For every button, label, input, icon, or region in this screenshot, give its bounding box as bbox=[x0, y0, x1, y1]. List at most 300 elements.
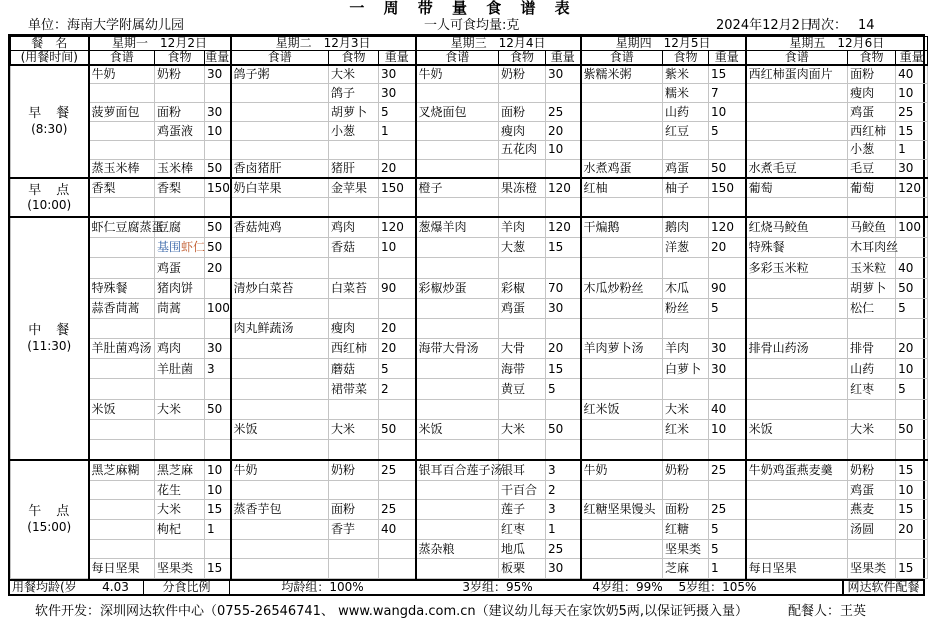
food-cell[interactable]: 大米 bbox=[848, 419, 896, 439]
food-cell[interactable]: 羊肉 bbox=[663, 339, 709, 359]
food-cell[interactable]: 大米 bbox=[329, 65, 379, 84]
weight-cell[interactable]: 30 bbox=[205, 65, 231, 84]
weight-cell[interactable]: 5 bbox=[709, 121, 746, 140]
food-cell[interactable]: 山药 bbox=[848, 359, 896, 379]
weight-cell[interactable] bbox=[205, 84, 231, 103]
recipe-cell[interactable]: 紫糯米粥 bbox=[581, 65, 663, 84]
recipe-cell[interactable]: 特殊餐 bbox=[746, 238, 848, 258]
food-cell[interactable] bbox=[663, 318, 709, 338]
recipe-cell[interactable]: 蒸杂粮 bbox=[416, 539, 499, 559]
weight-cell[interactable]: 30 bbox=[205, 103, 231, 122]
recipe-cell[interactable]: 牛奶鸡蛋燕麦羹 bbox=[746, 460, 848, 480]
weight-cell[interactable]: 25 bbox=[379, 460, 416, 480]
food-cell[interactable]: 排骨 bbox=[848, 339, 896, 359]
weight-cell[interactable]: 120 bbox=[709, 217, 746, 238]
recipe-cell[interactable]: 西红柿蛋肉面片 bbox=[746, 65, 848, 84]
food-cell[interactable]: 鸡蛋液 bbox=[155, 121, 205, 140]
weight-cell[interactable]: 30 bbox=[546, 559, 581, 579]
recipe-cell[interactable]: 蒜香茼蒿 bbox=[89, 298, 155, 318]
weight-cell[interactable]: 50 bbox=[205, 217, 231, 238]
recipe-cell[interactable] bbox=[416, 159, 499, 178]
food-cell[interactable] bbox=[329, 140, 379, 159]
food-cell[interactable]: 燕麦 bbox=[848, 500, 896, 520]
weight-cell[interactable] bbox=[379, 198, 416, 217]
recipe-cell[interactable] bbox=[89, 121, 155, 140]
weight-cell[interactable]: 25 bbox=[709, 500, 746, 520]
food-cell[interactable]: 胡萝卜 bbox=[848, 278, 896, 298]
recipe-cell[interactable] bbox=[416, 399, 499, 419]
recipe-cell[interactable]: 奶白苹果 bbox=[231, 178, 329, 197]
food-cell[interactable]: 黑芝麻 bbox=[155, 460, 205, 480]
recipe-cell[interactable]: 水煮毛豆 bbox=[746, 159, 848, 178]
weight-cell[interactable]: 5 bbox=[546, 379, 581, 399]
recipe-cell[interactable] bbox=[416, 298, 499, 318]
food-cell[interactable]: 糯米 bbox=[663, 84, 709, 103]
weight-cell[interactable]: 20 bbox=[205, 258, 231, 278]
recipe-cell[interactable] bbox=[581, 480, 663, 500]
food-cell[interactable]: 银耳 bbox=[499, 460, 546, 480]
food-cell[interactable]: 大米 bbox=[155, 399, 205, 419]
food-cell[interactable]: 大米 bbox=[329, 419, 379, 439]
food-cell[interactable]: 猪肉饼 bbox=[155, 278, 205, 298]
weight-cell[interactable]: 15 bbox=[896, 121, 928, 140]
recipe-cell[interactable]: 葡萄 bbox=[746, 178, 848, 197]
recipe-cell[interactable] bbox=[746, 539, 848, 559]
weight-cell[interactable]: 70 bbox=[546, 278, 581, 298]
recipe-cell[interactable] bbox=[89, 198, 155, 217]
weight-cell[interactable]: 20 bbox=[896, 339, 928, 359]
food-cell[interactable]: 瘦肉 bbox=[848, 84, 896, 103]
recipe-cell[interactable]: 叉烧面包 bbox=[416, 103, 499, 122]
recipe-cell[interactable] bbox=[89, 419, 155, 439]
recipe-cell[interactable]: 黑芝麻糊 bbox=[89, 460, 155, 480]
weight-cell[interactable]: 150 bbox=[709, 178, 746, 197]
recipe-cell[interactable]: 鸽子粥 bbox=[231, 65, 329, 84]
recipe-cell[interactable] bbox=[581, 419, 663, 439]
recipe-cell[interactable] bbox=[746, 359, 848, 379]
recipe-cell[interactable] bbox=[581, 520, 663, 540]
weight-cell[interactable]: 5 bbox=[896, 298, 928, 318]
recipe-cell[interactable] bbox=[581, 539, 663, 559]
food-cell[interactable]: 鸡蛋 bbox=[663, 159, 709, 178]
recipe-cell[interactable]: 牛奶 bbox=[581, 460, 663, 480]
weight-cell[interactable]: 15 bbox=[205, 559, 231, 579]
weight-cell[interactable] bbox=[205, 318, 231, 338]
food-cell[interactable]: 小葱 bbox=[848, 140, 896, 159]
food-cell[interactable]: 面粉 bbox=[499, 103, 546, 122]
weight-cell[interactable]: 15 bbox=[896, 460, 928, 480]
food-cell[interactable]: 面粉 bbox=[329, 500, 379, 520]
recipe-cell[interactable]: 红米饭 bbox=[581, 399, 663, 419]
weight-cell[interactable]: 10 bbox=[709, 419, 746, 439]
recipe-cell[interactable] bbox=[89, 140, 155, 159]
recipe-cell[interactable] bbox=[231, 559, 329, 579]
recipe-cell[interactable] bbox=[746, 121, 848, 140]
recipe-cell[interactable] bbox=[89, 84, 155, 103]
food-cell[interactable]: 金苹果 bbox=[329, 178, 379, 197]
recipe-cell[interactable] bbox=[746, 520, 848, 540]
food-cell[interactable]: 山药 bbox=[663, 103, 709, 122]
recipe-cell[interactable] bbox=[416, 318, 499, 338]
food-cell[interactable]: 木耳肉丝 bbox=[848, 238, 896, 258]
recipe-cell[interactable] bbox=[746, 379, 848, 399]
recipe-cell[interactable] bbox=[231, 520, 329, 540]
food-cell[interactable]: 木瓜 bbox=[663, 278, 709, 298]
weight-cell[interactable] bbox=[205, 440, 231, 461]
food-cell[interactable] bbox=[663, 140, 709, 159]
food-cell[interactable]: 鸡肉 bbox=[329, 217, 379, 238]
weight-cell[interactable] bbox=[709, 140, 746, 159]
weight-cell[interactable]: 10 bbox=[896, 480, 928, 500]
recipe-cell[interactable]: 木瓜炒粉丝 bbox=[581, 278, 663, 298]
food-cell[interactable]: 奶粉 bbox=[499, 65, 546, 84]
recipe-cell[interactable] bbox=[231, 539, 329, 559]
food-cell[interactable] bbox=[155, 318, 205, 338]
weight-cell[interactable] bbox=[205, 140, 231, 159]
weight-cell[interactable]: 15 bbox=[896, 500, 928, 520]
weight-cell[interactable]: 50 bbox=[896, 419, 928, 439]
food-cell[interactable] bbox=[155, 539, 205, 559]
food-cell[interactable]: 鸡蛋 bbox=[848, 103, 896, 122]
recipe-cell[interactable] bbox=[89, 238, 155, 258]
recipe-cell[interactable] bbox=[746, 140, 848, 159]
weight-cell[interactable]: 150 bbox=[379, 178, 416, 197]
recipe-cell[interactable] bbox=[746, 278, 848, 298]
food-cell[interactable]: 香梨 bbox=[155, 178, 205, 197]
weight-cell[interactable] bbox=[379, 480, 416, 500]
recipe-cell[interactable] bbox=[416, 121, 499, 140]
food-cell[interactable]: 花生 bbox=[155, 480, 205, 500]
food-cell[interactable] bbox=[499, 159, 546, 178]
weight-cell[interactable]: 10 bbox=[379, 238, 416, 258]
recipe-cell[interactable] bbox=[89, 379, 155, 399]
weight-cell[interactable]: 50 bbox=[205, 159, 231, 178]
food-cell[interactable]: 奶粉 bbox=[663, 460, 709, 480]
recipe-cell[interactable]: 香卤猪肝 bbox=[231, 159, 329, 178]
recipe-cell[interactable] bbox=[416, 140, 499, 159]
weight-cell[interactable]: 120 bbox=[896, 178, 928, 197]
recipe-cell[interactable] bbox=[746, 198, 848, 217]
recipe-cell[interactable] bbox=[231, 258, 329, 278]
weight-cell[interactable]: 15 bbox=[546, 359, 581, 379]
weight-cell[interactable]: 40 bbox=[709, 399, 746, 419]
food-cell[interactable]: 芝麻 bbox=[663, 559, 709, 579]
food-cell[interactable]: 羊肚菌 bbox=[155, 359, 205, 379]
weight-cell[interactable] bbox=[379, 559, 416, 579]
weight-cell[interactable]: 5 bbox=[709, 298, 746, 318]
weight-cell[interactable]: 30 bbox=[379, 84, 416, 103]
recipe-cell[interactable] bbox=[416, 84, 499, 103]
food-cell[interactable]: 果冻橙 bbox=[499, 178, 546, 197]
recipe-cell[interactable]: 多彩玉米粒 bbox=[746, 258, 848, 278]
recipe-cell[interactable] bbox=[746, 103, 848, 122]
recipe-cell[interactable]: 每日坚果 bbox=[89, 559, 155, 579]
recipe-cell[interactable] bbox=[416, 258, 499, 278]
weight-cell[interactable] bbox=[546, 399, 581, 419]
recipe-cell[interactable] bbox=[89, 440, 155, 461]
weight-cell[interactable] bbox=[896, 198, 928, 217]
recipe-cell[interactable] bbox=[746, 440, 848, 461]
weight-cell[interactable]: 20 bbox=[379, 159, 416, 178]
recipe-cell[interactable] bbox=[581, 559, 663, 579]
food-cell[interactable]: 洋葱 bbox=[663, 238, 709, 258]
weight-cell[interactable]: 3 bbox=[546, 460, 581, 480]
recipe-cell[interactable]: 香菇炖鸡 bbox=[231, 217, 329, 238]
weight-cell[interactable]: 50 bbox=[205, 399, 231, 419]
food-cell[interactable]: 大米 bbox=[663, 399, 709, 419]
recipe-cell[interactable]: 干煸鹅 bbox=[581, 217, 663, 238]
food-cell[interactable]: 裙带菜 bbox=[329, 379, 379, 399]
weight-cell[interactable]: 20 bbox=[709, 238, 746, 258]
weight-cell[interactable]: 30 bbox=[205, 339, 231, 359]
recipe-cell[interactable] bbox=[231, 121, 329, 140]
recipe-cell[interactable] bbox=[581, 359, 663, 379]
weight-cell[interactable]: 10 bbox=[896, 359, 928, 379]
weight-cell[interactable] bbox=[205, 278, 231, 298]
recipe-cell[interactable]: 牛奶 bbox=[89, 65, 155, 84]
weight-cell[interactable]: 40 bbox=[896, 65, 928, 84]
food-cell[interactable] bbox=[499, 198, 546, 217]
food-cell[interactable] bbox=[848, 198, 896, 217]
weight-cell[interactable]: 25 bbox=[896, 103, 928, 122]
food-cell[interactable] bbox=[155, 379, 205, 399]
food-cell[interactable] bbox=[848, 318, 896, 338]
food-cell[interactable]: 鸽子 bbox=[329, 84, 379, 103]
recipe-cell[interactable] bbox=[89, 318, 155, 338]
recipe-cell[interactable]: 彩椒炒蛋 bbox=[416, 278, 499, 298]
food-cell[interactable] bbox=[329, 258, 379, 278]
weight-cell[interactable] bbox=[379, 258, 416, 278]
food-cell[interactable] bbox=[329, 539, 379, 559]
weight-cell[interactable]: 5 bbox=[709, 520, 746, 540]
food-cell[interactable] bbox=[155, 238, 205, 258]
food-cell[interactable] bbox=[663, 440, 709, 461]
recipe-cell[interactable]: 虾仁豆腐蒸蛋 bbox=[89, 217, 155, 238]
food-cell[interactable]: 大米 bbox=[155, 500, 205, 520]
food-cell[interactable]: 蘑菇 bbox=[329, 359, 379, 379]
food-cell[interactable] bbox=[848, 399, 896, 419]
weight-cell[interactable] bbox=[546, 440, 581, 461]
recipe-cell[interactable] bbox=[231, 84, 329, 103]
recipe-cell[interactable] bbox=[231, 379, 329, 399]
recipe-cell[interactable] bbox=[416, 238, 499, 258]
weight-cell[interactable]: 1 bbox=[546, 520, 581, 540]
weight-cell[interactable]: 10 bbox=[205, 460, 231, 480]
food-cell[interactable]: 海带 bbox=[499, 359, 546, 379]
food-cell[interactable]: 奶粉 bbox=[848, 460, 896, 480]
weight-cell[interactable]: 90 bbox=[709, 278, 746, 298]
food-cell[interactable]: 彩椒 bbox=[499, 278, 546, 298]
food-cell[interactable]: 白萝卜 bbox=[663, 359, 709, 379]
recipe-cell[interactable]: 蒸香芋包 bbox=[231, 500, 329, 520]
weight-cell[interactable]: 10 bbox=[546, 140, 581, 159]
weight-cell[interactable]: 10 bbox=[205, 480, 231, 500]
weight-cell[interactable] bbox=[205, 419, 231, 439]
food-cell[interactable] bbox=[329, 399, 379, 419]
recipe-cell[interactable] bbox=[231, 440, 329, 461]
recipe-cell[interactable]: 特殊餐 bbox=[89, 278, 155, 298]
weight-cell[interactable] bbox=[709, 440, 746, 461]
weight-cell[interactable]: 7 bbox=[709, 84, 746, 103]
food-cell[interactable]: 大骨 bbox=[499, 339, 546, 359]
recipe-cell[interactable] bbox=[89, 258, 155, 278]
weight-cell[interactable]: 20 bbox=[546, 121, 581, 140]
food-cell[interactable] bbox=[499, 440, 546, 461]
weight-cell[interactable] bbox=[709, 198, 746, 217]
weight-cell[interactable]: 20 bbox=[546, 339, 581, 359]
weight-cell[interactable]: 120 bbox=[379, 217, 416, 238]
recipe-cell[interactable] bbox=[231, 339, 329, 359]
weight-cell[interactable]: 30 bbox=[546, 298, 581, 318]
food-cell[interactable]: 鸡蛋 bbox=[499, 298, 546, 318]
recipe-cell[interactable] bbox=[746, 84, 848, 103]
food-cell[interactable]: 西红柿 bbox=[329, 339, 379, 359]
food-cell[interactable]: 紫米 bbox=[663, 65, 709, 84]
weight-cell[interactable] bbox=[546, 258, 581, 278]
recipe-cell[interactable]: 红柚 bbox=[581, 178, 663, 197]
food-cell[interactable]: 瘦肉 bbox=[329, 318, 379, 338]
weight-cell[interactable] bbox=[379, 440, 416, 461]
recipe-cell[interactable]: 香梨 bbox=[89, 178, 155, 197]
food-cell[interactable]: 瘦肉 bbox=[499, 121, 546, 140]
food-cell[interactable]: 红米 bbox=[663, 419, 709, 439]
food-cell[interactable] bbox=[499, 318, 546, 338]
food-cell[interactable]: 奶粉 bbox=[329, 460, 379, 480]
food-cell[interactable]: 玉米粒 bbox=[848, 258, 896, 278]
weight-cell[interactable]: 20 bbox=[896, 520, 928, 540]
recipe-cell[interactable] bbox=[746, 298, 848, 318]
food-cell[interactable] bbox=[663, 198, 709, 217]
recipe-cell[interactable] bbox=[416, 559, 499, 579]
food-cell[interactable]: 红糖 bbox=[663, 520, 709, 540]
weight-cell[interactable] bbox=[546, 198, 581, 217]
food-cell[interactable] bbox=[848, 539, 896, 559]
food-cell[interactable]: 坚果类 bbox=[663, 539, 709, 559]
weight-cell[interactable] bbox=[546, 318, 581, 338]
recipe-cell[interactable]: 羊肉萝卜汤 bbox=[581, 339, 663, 359]
food-cell[interactable]: 汤圆 bbox=[848, 520, 896, 540]
weight-cell[interactable] bbox=[546, 84, 581, 103]
food-cell[interactable] bbox=[155, 84, 205, 103]
food-cell[interactable] bbox=[329, 298, 379, 318]
food-cell[interactable] bbox=[155, 419, 205, 439]
recipe-cell[interactable]: 羊肚菌鸡汤 bbox=[89, 339, 155, 359]
recipe-cell[interactable] bbox=[581, 103, 663, 122]
weight-cell[interactable] bbox=[379, 298, 416, 318]
weight-cell[interactable] bbox=[709, 258, 746, 278]
weight-cell[interactable]: 30 bbox=[709, 339, 746, 359]
food-cell[interactable]: 毛豆 bbox=[848, 159, 896, 178]
food-cell[interactable]: 白菜苔 bbox=[329, 278, 379, 298]
weight-cell[interactable]: 90 bbox=[379, 278, 416, 298]
recipe-cell[interactable]: 清炒白菜苔 bbox=[231, 278, 329, 298]
food-cell[interactable]: 莲子 bbox=[499, 500, 546, 520]
food-cell[interactable]: 粉丝 bbox=[663, 298, 709, 318]
weight-cell[interactable]: 1 bbox=[205, 520, 231, 540]
food-cell[interactable]: 鸡蛋 bbox=[155, 258, 205, 278]
recipe-cell[interactable] bbox=[581, 198, 663, 217]
recipe-cell[interactable] bbox=[416, 359, 499, 379]
food-cell[interactable]: 葡萄 bbox=[848, 178, 896, 197]
recipe-cell[interactable] bbox=[581, 140, 663, 159]
recipe-cell[interactable] bbox=[416, 520, 499, 540]
recipe-cell[interactable] bbox=[416, 480, 499, 500]
recipe-cell[interactable] bbox=[581, 84, 663, 103]
food-cell[interactable]: 马鲛鱼 bbox=[848, 217, 896, 238]
food-cell[interactable]: 豆腐 bbox=[155, 217, 205, 238]
recipe-cell[interactable]: 葱爆羊肉 bbox=[416, 217, 499, 238]
recipe-cell[interactable]: 牛奶 bbox=[416, 65, 499, 84]
weight-cell[interactable]: 10 bbox=[896, 84, 928, 103]
food-cell[interactable]: 五花肉 bbox=[499, 140, 546, 159]
food-cell[interactable]: 羊肉 bbox=[499, 217, 546, 238]
weight-cell[interactable]: 50 bbox=[379, 419, 416, 439]
recipe-cell[interactable]: 米饭 bbox=[231, 419, 329, 439]
recipe-cell[interactable]: 水煮鸡蛋 bbox=[581, 159, 663, 178]
recipe-cell[interactable] bbox=[581, 238, 663, 258]
weight-cell[interactable]: 15 bbox=[896, 559, 928, 579]
food-cell[interactable] bbox=[155, 198, 205, 217]
food-cell[interactable]: 鹅肉 bbox=[663, 217, 709, 238]
weight-cell[interactable]: 50 bbox=[205, 238, 231, 258]
recipe-cell[interactable] bbox=[581, 298, 663, 318]
food-cell[interactable]: 猪肝 bbox=[329, 159, 379, 178]
recipe-cell[interactable] bbox=[89, 480, 155, 500]
food-cell[interactable]: 红枣 bbox=[848, 379, 896, 399]
food-cell[interactable] bbox=[329, 198, 379, 217]
weight-cell[interactable]: 40 bbox=[896, 258, 928, 278]
weight-cell[interactable]: 100 bbox=[205, 298, 231, 318]
recipe-cell[interactable]: 米饭 bbox=[89, 399, 155, 419]
weight-cell[interactable]: 20 bbox=[379, 318, 416, 338]
recipe-cell[interactable] bbox=[416, 500, 499, 520]
food-cell[interactable]: 柚子 bbox=[663, 178, 709, 197]
weight-cell[interactable] bbox=[896, 238, 928, 258]
food-cell[interactable]: 胡萝卜 bbox=[329, 103, 379, 122]
weight-cell[interactable]: 25 bbox=[379, 500, 416, 520]
weight-cell[interactable] bbox=[205, 539, 231, 559]
food-cell[interactable]: 面粉 bbox=[155, 103, 205, 122]
recipe-cell[interactable] bbox=[581, 440, 663, 461]
weight-cell[interactable] bbox=[379, 140, 416, 159]
recipe-cell[interactable]: 排骨山药汤 bbox=[746, 339, 848, 359]
recipe-cell[interactable]: 蒸玉米棒 bbox=[89, 159, 155, 178]
weight-cell[interactable] bbox=[546, 159, 581, 178]
recipe-cell[interactable] bbox=[581, 379, 663, 399]
food-cell[interactable] bbox=[155, 440, 205, 461]
food-cell[interactable] bbox=[329, 440, 379, 461]
recipe-cell[interactable] bbox=[231, 298, 329, 318]
weight-cell[interactable]: 50 bbox=[709, 159, 746, 178]
weight-cell[interactable] bbox=[709, 480, 746, 500]
weight-cell[interactable]: 50 bbox=[896, 278, 928, 298]
weight-cell[interactable] bbox=[379, 539, 416, 559]
food-cell[interactable]: 大米 bbox=[499, 419, 546, 439]
food-cell[interactable]: 松仁 bbox=[848, 298, 896, 318]
food-cell[interactable]: 板栗 bbox=[499, 559, 546, 579]
food-cell[interactable]: 鸡蛋 bbox=[848, 480, 896, 500]
food-cell[interactable] bbox=[329, 559, 379, 579]
food-cell[interactable] bbox=[848, 440, 896, 461]
weight-cell[interactable]: 2 bbox=[546, 480, 581, 500]
weight-cell[interactable]: 50 bbox=[546, 419, 581, 439]
food-cell[interactable]: 面粉 bbox=[663, 500, 709, 520]
weight-cell[interactable] bbox=[205, 198, 231, 217]
weight-cell[interactable]: 10 bbox=[709, 103, 746, 122]
weight-cell[interactable]: 15 bbox=[205, 500, 231, 520]
weight-cell[interactable]: 25 bbox=[709, 460, 746, 480]
weight-cell[interactable] bbox=[896, 440, 928, 461]
